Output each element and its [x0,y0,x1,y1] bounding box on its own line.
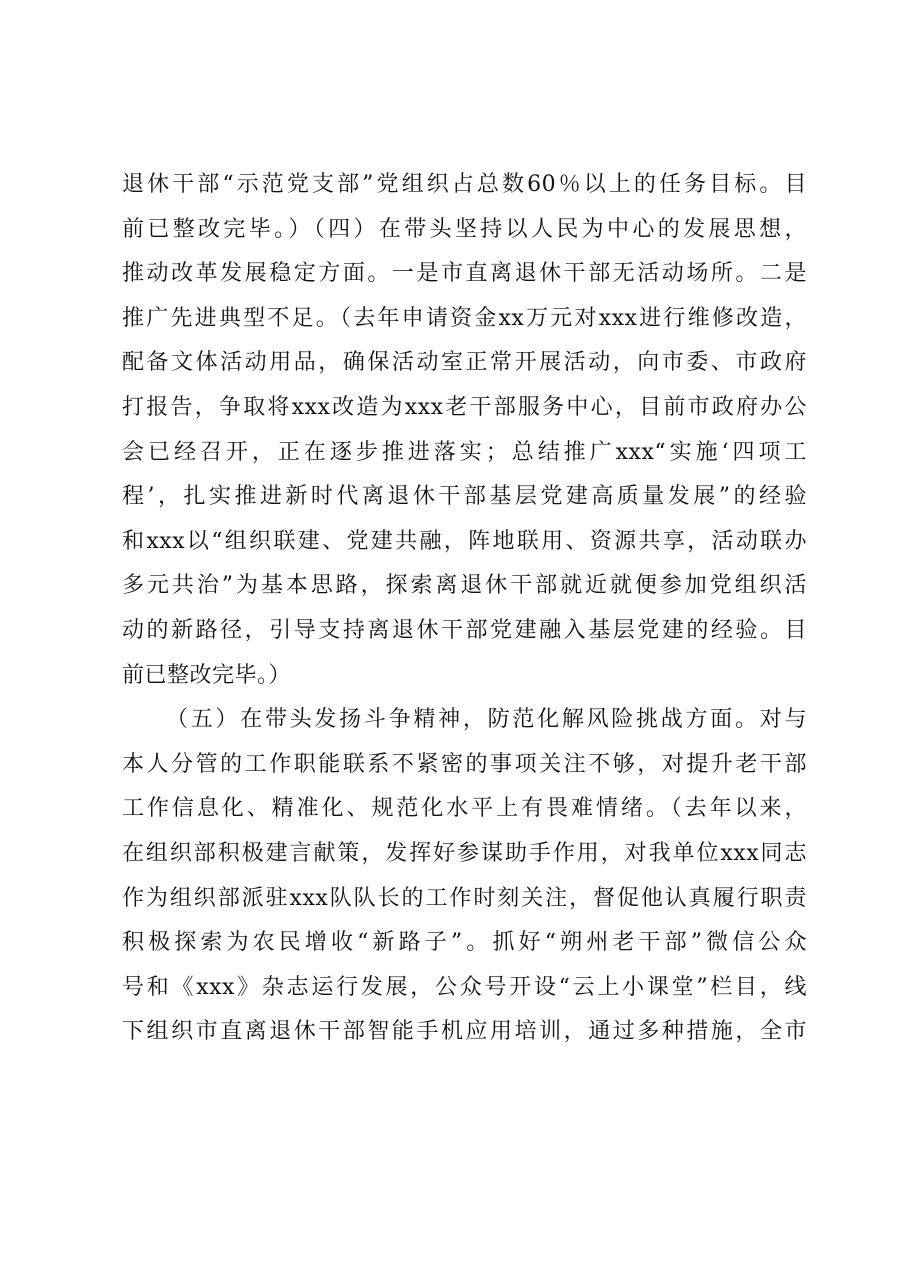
text-line: 退休干部“示范党支部”党组织占总数60％以上的任务目标。目 [122,172,807,197]
text-line: 会已经召开，正在逐步推进落实；总结推广xxx“实施‘四项工 [122,439,807,465]
text-line: 多元共治”为基本思路，探索离退休干部就近就便参加党组织活 [122,573,807,599]
text-line: 打报告，争取将xxx改造为xxx老干部服务中心，目前市政府办公 [122,394,807,420]
text-line: 下组织市直离退休干部智能手机应用培训，通过多种措施，全市 [122,1019,807,1045]
text-line: 推广先进典型不足。（去年申请资金xx万元对xxx进行维修改造， [122,305,807,331]
text-line: 前已整改完毕。）（四）在带头坚持以人民为中心的发展思想， [122,216,807,242]
text-line: 号和《xxx》杂志运行发展，公众号开设“云上小课堂”栏目，线 [122,974,807,1000]
text-line: 工作信息化、精准化、规范化水平上有畏难情绪。（去年以来， [122,796,807,822]
text-line: 积极探索为农民增收“新路子”。抓好“朔州老干部”微信公众 [122,930,807,956]
text-line: 在组织部积极建言献策，发挥好参谋助手作用，对我单位xxx同志 [122,840,807,866]
text-line: 和xxx以“组织联建、党建共融，阵地联用、资源共享，活动联办 [122,528,807,554]
text-line: 配备文体活动用品，确保活动室正常开展活动，向市委、市政府 [122,350,807,376]
text-line: 程’，扎实推进新时代离退休干部基层党建高质量发展”的经验 [122,484,807,510]
paragraph-first-line: （五）在带头发扬斗争精神，防范化解风险挑战方面。对与 [166,707,807,733]
text-line: 作为组织部派驻xxx队队长的工作时刻关注，督促他认真履行职责 [122,885,807,911]
text-line: 动的新路径，引导支持离退休干部党建融入基层党建的经验。目 [122,617,807,643]
text-line: 推动改革发展稳定方面。一是市直离退休干部无活动场所。二是 [122,261,807,287]
document-body [122,163,807,1055]
text-line: 本人分管的工作职能联系不紧密的事项关注不够，对提升老干部 [122,751,807,777]
text-line: 前已整改完毕。） [122,662,292,688]
